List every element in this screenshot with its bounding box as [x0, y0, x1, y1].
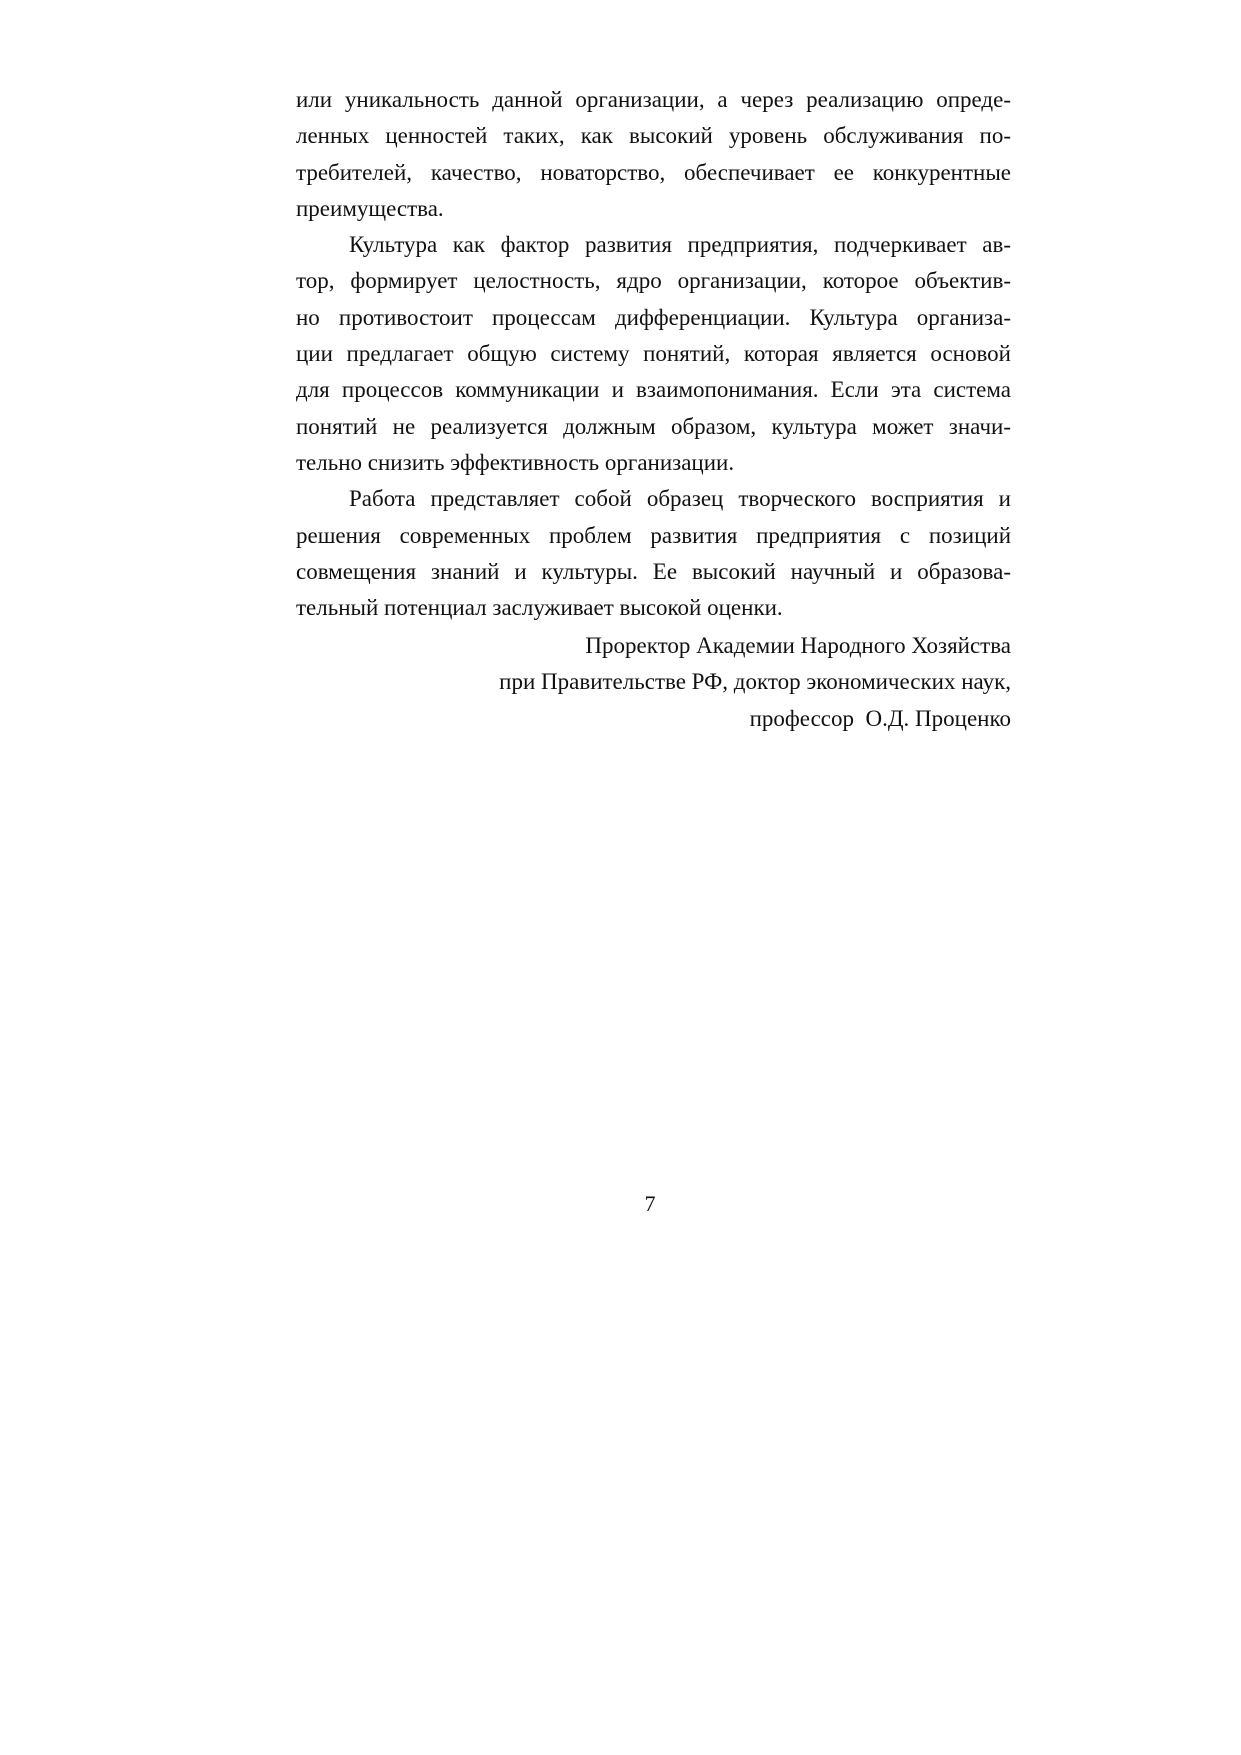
text-line: для процессов коммуникации и взаимопонимания. Если эта система — [296, 377, 1011, 403]
paragraph-1 — [296, 82, 1011, 227]
text-line: тор, формирует целостность, ядро организации, которое объектив- — [296, 268, 1011, 294]
text-line: понятий не реализуется должным образом, культура может значи- — [296, 413, 1011, 439]
text-line: преимущества. — [296, 195, 444, 221]
paragraph-2 — [296, 227, 1011, 481]
signature-name: профессор О.Д. Проценко — [749, 705, 1011, 731]
signature-title: Проректор Академии Народного Хозяйства — [585, 633, 1011, 658]
text-line: решения современных проблем развития предприятия с позиций — [296, 522, 1011, 548]
text-line: ции предлагает общую систему понятий, которая является основой — [296, 341, 1011, 367]
text-line: совмещения знаний и культуры. Ее высокий научный и образова- — [296, 558, 1011, 584]
text-line: ленных ценностей таких, как высокий уровень обслуживания по- — [296, 123, 1011, 149]
paragraph-3 — [296, 481, 1011, 626]
text-line: или уникальность данной организации, а через реализацию опреде- — [296, 87, 1011, 112]
text-line: Культура как фактор развития предприятия, подчеркивает ав- — [349, 232, 1011, 258]
signature-block — [296, 628, 1011, 737]
body-text — [296, 82, 1011, 626]
page-number: 7 — [644, 1191, 656, 1216]
text-line: Работа представляет собой образец творческого восприятия и — [349, 486, 1011, 512]
text-line: тельный потенциал заслуживает высокой оценки. — [296, 595, 783, 621]
text-line: требителей, качество, новаторство, обеспечивает ее конкурентные — [296, 159, 1011, 185]
signature-affiliation: при Правительстве РФ, доктор экономических наук, — [499, 669, 1011, 695]
text-line: тельно снизить эффективность организации. — [296, 449, 735, 475]
text-line: но противостоит процессам дифференциации. Культура организа- — [296, 304, 1011, 330]
